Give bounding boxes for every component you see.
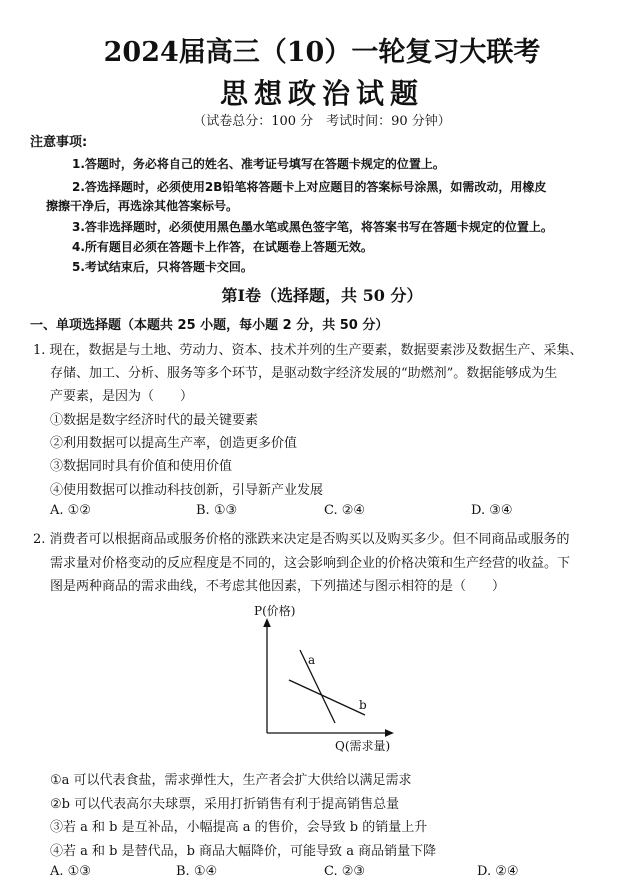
q2-choice-c: C. ②③ — [324, 864, 366, 879]
curve-a-label: a — [308, 653, 316, 667]
q1-stem-line: 1. 现在，数据是与土地、劳动力、资本、技术并列的生产要素，数据要素涉及数据生产、采集、 — [33, 343, 583, 358]
q1-choice-a: A. ①② — [50, 503, 91, 518]
q1-statement: ①数据是数字经济时代的最关键要素 — [50, 413, 259, 428]
q2-stem-line: 需求量对价格变动的反应程度是不同的，这会影响到企业的价格决策和生产经营的收益。下 — [50, 556, 571, 571]
q2-choice-d: D. ②④ — [477, 864, 519, 879]
notice-item: 擦擦干净后，再选涂其他答案标号。 — [46, 199, 239, 213]
q1-stem-line: 产要素，是因为（ ） — [50, 389, 194, 404]
y-axis-label: P(价格) — [254, 604, 296, 618]
notice-item: 4.所有题目必须在答题卡上作答，在试题卷上答题无效。 — [72, 240, 373, 254]
curve-a — [300, 650, 335, 723]
paper-title: 2024届高三（10）一轮复习大联考 — [103, 37, 541, 68]
q1-choice-b: B. ①③ — [196, 503, 238, 518]
notice-item: 1.答题时，务必将自己的姓名、准考证号填写在答题卡规定的位置上。 — [72, 157, 445, 171]
q1-choice-c: C. ②④ — [324, 503, 366, 518]
q2-choice-b: B. ①④ — [176, 864, 218, 879]
section-title: 第Ⅰ卷（选择题，共 50 分） — [221, 286, 423, 305]
q2-stem-line: 2. 消费者可以根据商品或服务价格的涨跌来决定是否购买以及购买多少。但不同商品或服务的 — [33, 532, 570, 547]
notice-item: 3.答非选择题时，必须使用黑色墨水笔或黑色签字笔，将答案书写在答题卡规定的位置上。 — [72, 220, 553, 234]
notice-item: 5.考试结束后，只将答题卡交回。 — [72, 260, 253, 274]
x-axis-label: Q(需求量) — [335, 739, 391, 753]
q1-statement: ②利用数据可以提高生产率，创造更多价值 — [50, 436, 298, 451]
q1-statement: ③数据同时具有价值和使用价值 — [50, 459, 233, 474]
q1-choice-d: D. ③④ — [471, 503, 513, 518]
q2-statement: ①a 可以代表食盐，需求弹性大，生产者会扩大供给以满足需求 — [50, 773, 412, 788]
q1-stem-line: 存储、加工、分析、服务等多个环节，是驱动数字经济发展的“助燃剂”。数据能够成为生 — [50, 366, 558, 381]
q2-statement: ④若 a 和 b 是替代品，b 商品大幅降价，可能导致 a 商品销量下降 — [50, 844, 437, 859]
exam-info: （试卷总分：100 分 考试时间：90 分钟） — [193, 114, 451, 129]
q1-statement: ④使用数据可以推动科技创新，引导新产业发展 — [50, 483, 324, 498]
q2-statement: ③若 a 和 b 是互补品，小幅提高 a 的售价，会导致 b 的销量上升 — [50, 820, 428, 835]
demand-curve-diagram — [240, 600, 440, 760]
q2-choice-a: A. ①③ — [50, 864, 91, 879]
notice-item: 2.答选择题时，必须使用2B铅笔将答题卡上对应题目的答案标号涂黑，如需改动，用橡皮 — [72, 180, 547, 194]
q2-stem-line: 图是两种商品的需求曲线，不考虑其他因素，下列描述与图示相符的是（ ） — [50, 579, 506, 594]
part-heading: 一、单项选择题（本题共 25 小题，每小题 2 分，共 50 分） — [30, 318, 389, 333]
notice-heading: 注意事项: — [30, 135, 88, 150]
curve-b-label: b — [359, 698, 367, 712]
q2-statement: ②b 可以代表高尔夫球票，采用打折销售有利于提高销售总量 — [50, 797, 400, 812]
curve-b — [289, 680, 365, 715]
subject-title: 思想政治试题 — [219, 77, 424, 110]
